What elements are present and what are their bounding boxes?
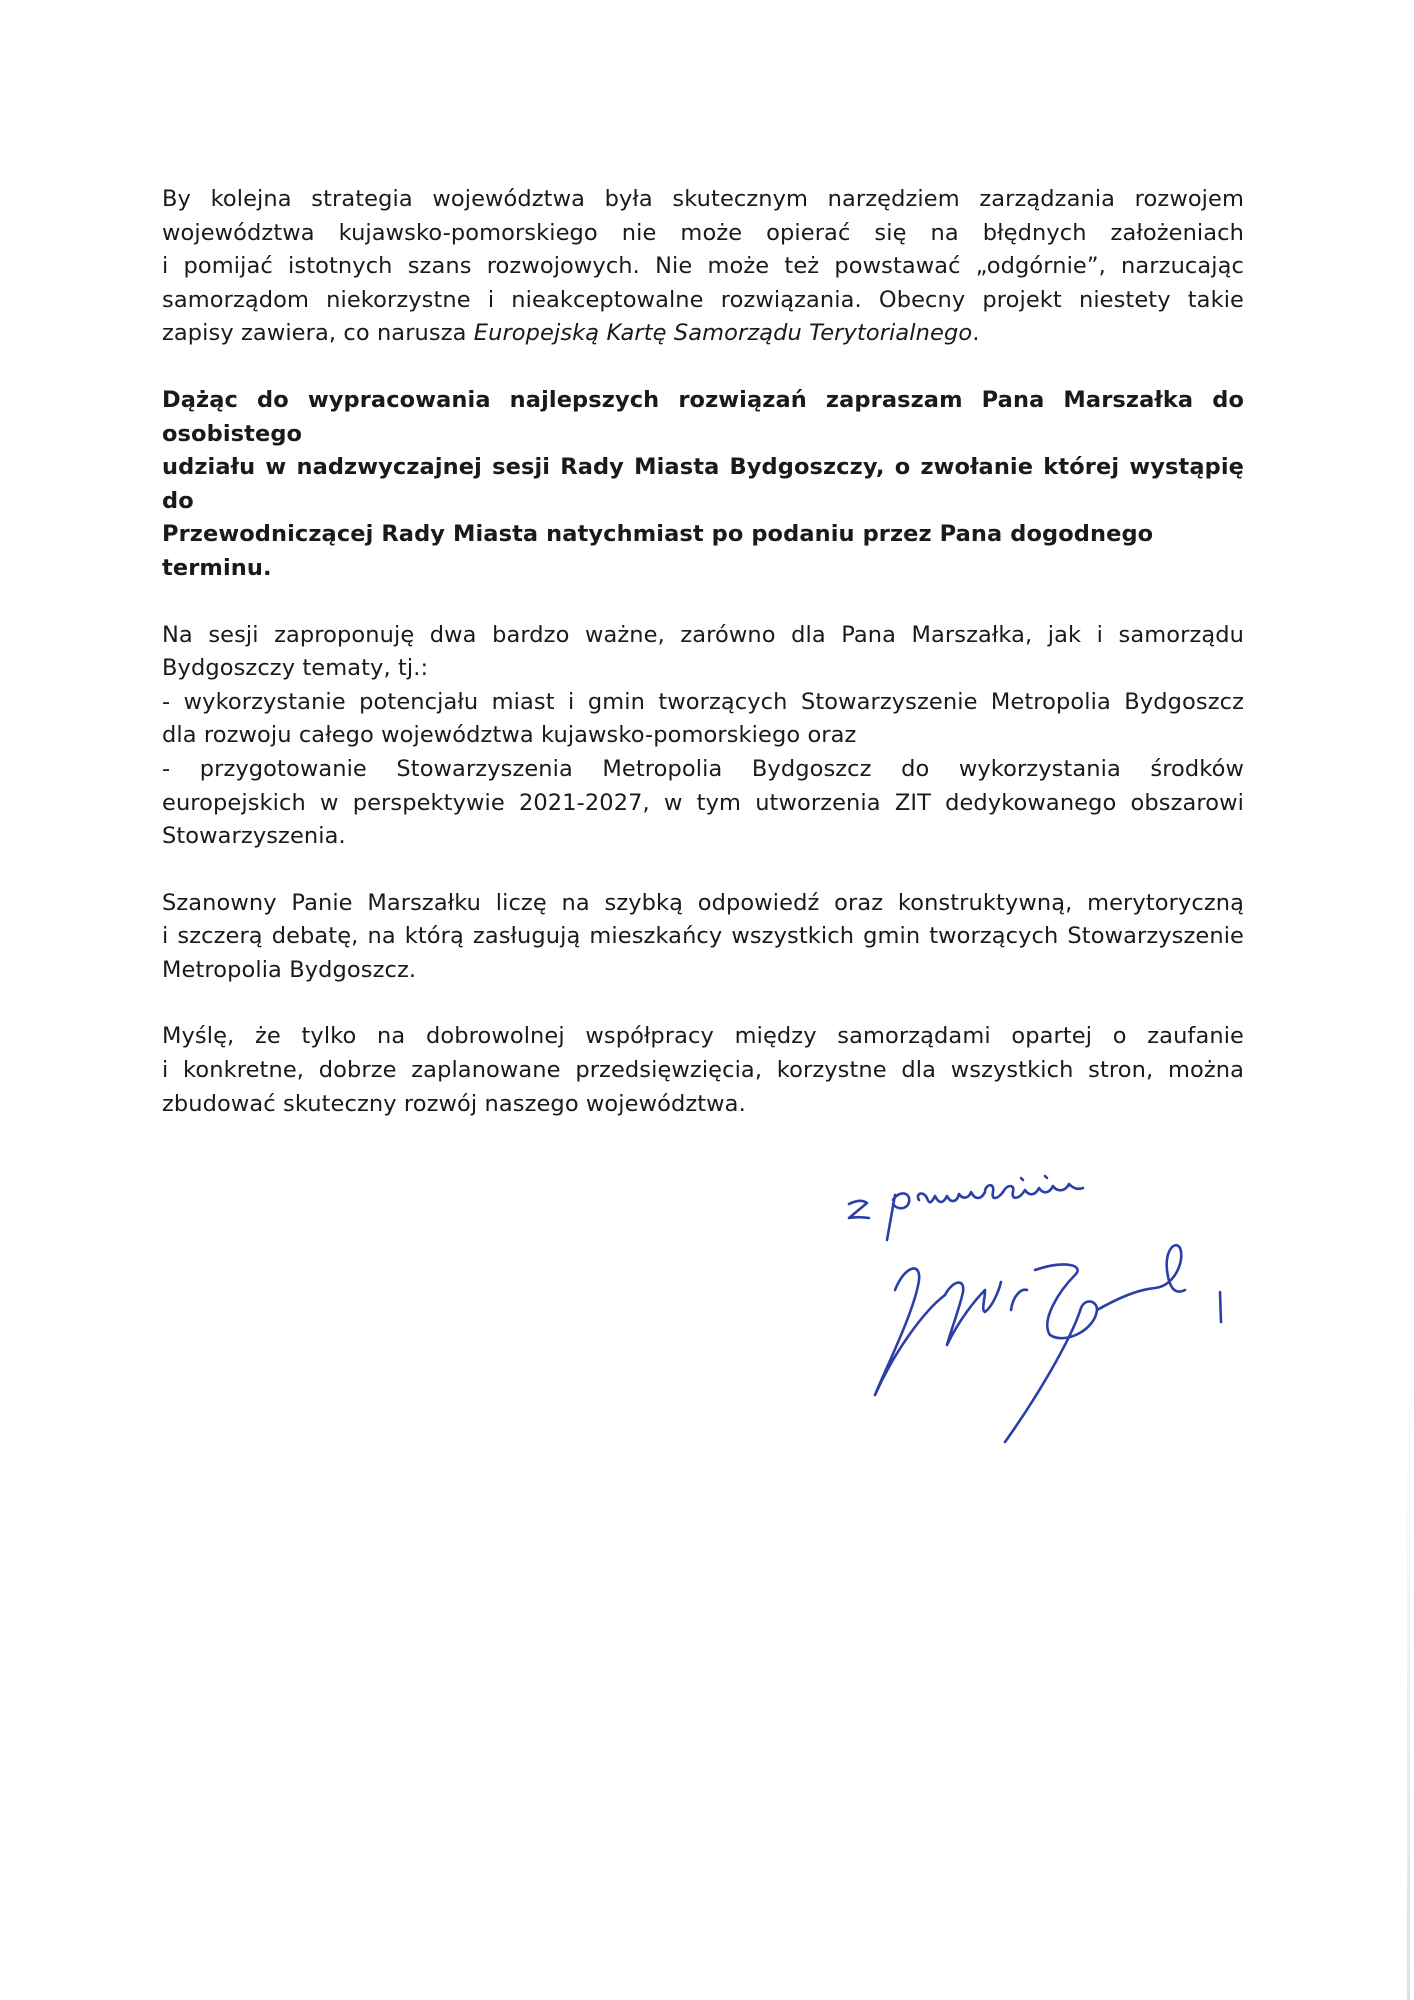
text-fragment: zapisy zawiera, co narusza — [162, 320, 474, 347]
paragraph-strategy — [162, 183, 1244, 351]
signature-stroke-3 — [1011, 1290, 1027, 1310]
text-line: Dążąc do wypracowania najlepszych rozwiązań zapraszam Pana Marszałka do osobistego — [162, 386, 1244, 447]
signature-stroke-1 — [875, 1269, 945, 1395]
text-line: udziału w nadzwyczajnej sesji Rady Miasta Bydgoszczy, o zwołanie której wystąpię do — [162, 454, 1244, 514]
signature-stroke-2 — [945, 1282, 1001, 1345]
text-line: By kolejna strategia województwa była skutecznym narzędziem zarządzania rozwojem — [162, 186, 1244, 212]
closing-dots — [1021, 1176, 1047, 1180]
letter-body — [162, 183, 1244, 1121]
topic-item: - przygotowanie Stowarzyszenia Metropolia Bydgoszcz do wykorzystania środków — [162, 755, 1244, 782]
closing-word-stroke-1 — [918, 1185, 1003, 1202]
text-line: i konkretne, dobrze zaplanowane przedsięwzięcia, korzystne dla wszystkich stron, można — [162, 1057, 1244, 1084]
text-line: zbudować skuteczny rozwój naszego województwa. — [162, 1090, 746, 1117]
handwritten-signature — [835, 1170, 1235, 1460]
paragraph-request — [162, 887, 1244, 988]
closing-p-stroke — [887, 1193, 909, 1240]
text-line: województwa kujawsko-pomorskiego nie może opierać się na błędnych założeniach — [162, 219, 1244, 246]
closing-z-stroke — [849, 1201, 869, 1218]
charter-title: Europejską Kartę Samorządu Terytorialnego — [473, 320, 973, 347]
text-line: Myślę, że tylko na dobrowolnej współpracy między samorządami opartej o zaufanie — [162, 1023, 1244, 1050]
closing-word-stroke-2 — [1003, 1184, 1083, 1198]
text-line: samorządom niekorzystne i nieakceptowalne rozwiązania. Obecny projekt niestety takie — [162, 286, 1244, 313]
text-line — [162, 317, 1244, 351]
text-line: i szczerą debatę, na którą zasługują mieszkańcy wszystkich gmin tworzących Stowarzyszenie — [162, 923, 1244, 950]
scan-edge-shadow — [1407, 1380, 1410, 2000]
topic-item: - wykorzystanie potencjału miast i gmin tworzących Stowarzyszenie Metropolia Bydgoszcz — [162, 688, 1244, 715]
text-line: Przewodniczącej Rady Miasta natychmiast po podaniu przez Pana dogodnego terminu. — [162, 521, 1154, 581]
signature-stroke-5 — [1097, 1245, 1185, 1310]
text-line: dla rozwoju całego województwa kujawsko-pomorskiego oraz — [162, 722, 857, 749]
text-line: Stowarzyszenia. — [162, 823, 346, 850]
signature-ink — [849, 1176, 1221, 1442]
text-line: Metropolia Bydgoszcz. — [162, 956, 417, 983]
paragraph-closing-thought — [162, 1020, 1244, 1121]
text-line: Szanowny Panie Marszałku liczę na szybką odpowiedź oraz konstruktywną, merytoryczną — [162, 889, 1244, 916]
signature-drawing — [835, 1170, 1235, 1460]
signature-stroke-6 — [1220, 1292, 1221, 1322]
paragraph-session-topics — [162, 619, 1244, 854]
text-line: Bydgoszczy tematy, tj.: — [162, 655, 429, 682]
text-line: Na sesji zaproponuję dwa bardzo ważne, zarówno dla Pana Marszałka, jak i samorządu — [162, 621, 1244, 648]
paragraph-invitation — [162, 384, 1244, 586]
text-fragment: . — [972, 320, 980, 347]
text-line: europejskich w perspektywie 2021-2027, w tym utworzenia ZIT dedykowanego obszarowi — [162, 789, 1244, 816]
text-line: i pomijać istotnych szans rozwojowych. Nie może też powstawać „odgórnie”, narzucając — [162, 253, 1244, 280]
